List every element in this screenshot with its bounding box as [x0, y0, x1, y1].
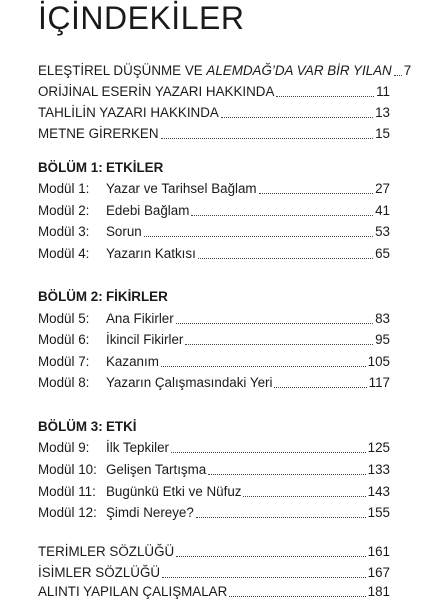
toc-module-5 [38, 309, 390, 329]
module-number: Modül 6: [38, 332, 90, 347]
toc-module-4 [38, 244, 390, 264]
module-number: Modül 4: [38, 246, 90, 261]
toc-entry-introduction [38, 124, 390, 144]
module-title: Sorun [106, 224, 142, 239]
section-heading-2: BÖLÜM 2: FİKİRLER [38, 289, 168, 304]
module-page: 83 [375, 311, 390, 326]
entry-label: ELEŞTİREL DÜŞÜNME VE ALEMDAĞ’DA VAR BİR YILAN [38, 63, 392, 78]
module-title: Kazanım [106, 354, 159, 369]
entry-page: 7 [403, 63, 412, 78]
module-title: İkincil Fikirler [106, 332, 184, 347]
toc-module-11 [38, 482, 390, 502]
module-page: 155 [367, 505, 390, 520]
toc-entry-analysis-author [38, 103, 390, 123]
dot-leader [208, 460, 365, 475]
dot-leader [243, 482, 365, 497]
toc-module-8 [38, 373, 390, 393]
entry-page: 11 [376, 84, 390, 99]
module-page: 65 [375, 246, 390, 261]
module-page: 95 [375, 332, 390, 347]
entry-label: ORİJİNAL ESERİN YAZARI HAKKINDA [38, 84, 275, 99]
dot-leader [198, 244, 373, 259]
entry-page: 167 [367, 565, 390, 580]
entry-label: METNE GİRERKEN [38, 126, 159, 141]
module-number: Modül 12: [38, 505, 97, 520]
dot-leader [274, 373, 366, 388]
dot-leader [191, 201, 373, 216]
dot-leader [229, 582, 365, 597]
module-number: Modül 1: [38, 181, 90, 196]
section-heading-1: BÖLÜM 1: ETKİLER [38, 160, 164, 175]
dot-leader [221, 103, 373, 118]
module-title: İlk Tepkiler [106, 440, 170, 455]
module-page: 105 [367, 354, 390, 369]
toc-module-9 [38, 438, 390, 458]
module-title: Şimdi Nereye? [106, 505, 194, 520]
module-number: Modül 11: [38, 484, 96, 499]
module-page: 125 [367, 440, 390, 455]
entry-label: TAHLİLİN YAZARI HAKKINDA [38, 105, 219, 120]
entry-label: ALINTI YAPILAN ÇALIŞMALAR [38, 584, 228, 599]
dot-leader [196, 503, 366, 518]
module-page: 117 [368, 375, 390, 390]
dot-leader [176, 542, 366, 557]
module-number: Modül 8: [38, 375, 90, 390]
dot-leader [185, 330, 373, 345]
toc-entry-glossary-names [38, 563, 390, 583]
toc-entry-glossary-terms [38, 542, 390, 562]
entry-page: 161 [367, 544, 390, 559]
entry-label: TERİMLER SÖZLÜĞÜ [38, 544, 175, 559]
toc-entry-original-author [38, 82, 390, 102]
module-title: Yazar ve Tarihsel Bağlam [106, 181, 257, 196]
module-number: Modül 7: [38, 354, 90, 369]
module-title: Yazarın Katkısı [106, 246, 196, 261]
module-page: 143 [367, 484, 390, 499]
module-title: Gelişen Tartışma [106, 462, 207, 477]
toc-module-2 [38, 201, 390, 221]
toc-entry-critical-thinking [38, 61, 412, 81]
toc-module-7 [38, 352, 390, 372]
dot-leader [144, 222, 373, 237]
module-number: Modül 10: [38, 462, 97, 477]
entry-page: 15 [375, 126, 390, 141]
dot-leader [259, 179, 374, 194]
toc-module-10 [38, 460, 390, 480]
module-title: Edebi Bağlam [106, 203, 190, 218]
section-heading-3: BÖLÜM 3: ETKİ [38, 419, 137, 434]
toc-module-3 [38, 222, 390, 242]
module-title: Ana Fikirler [106, 311, 174, 326]
module-title: Yazarın Çalışmasındaki Yeri [106, 375, 273, 390]
dot-leader [276, 82, 374, 97]
toc-module-12 [38, 503, 390, 523]
dot-leader [394, 61, 402, 76]
dot-leader [176, 309, 373, 324]
toc-module-6 [38, 330, 390, 350]
dot-leader [162, 563, 366, 578]
module-number: Modül 3: [38, 224, 90, 239]
dot-leader [161, 124, 374, 139]
page-title: İÇİNDEKİLER [38, 0, 245, 36]
module-page: 53 [375, 224, 390, 239]
dot-leader [171, 438, 366, 453]
toc-entry-works-cited [38, 582, 390, 602]
module-page: 27 [375, 181, 390, 196]
module-title: Bugünkü Etki ve Nüfuz [106, 484, 242, 499]
entry-page: 13 [375, 105, 390, 120]
module-number: Modül 9: [38, 440, 90, 455]
module-page: 41 [375, 203, 390, 218]
entry-page: 181 [367, 584, 390, 599]
module-number: Modül 5: [38, 311, 90, 326]
dot-leader [161, 352, 366, 367]
toc-module-1 [38, 179, 390, 199]
module-number: Modül 2: [38, 203, 90, 218]
entry-label: İSİMLER SÖZLÜĞÜ [38, 565, 161, 580]
module-page: 133 [367, 462, 390, 477]
